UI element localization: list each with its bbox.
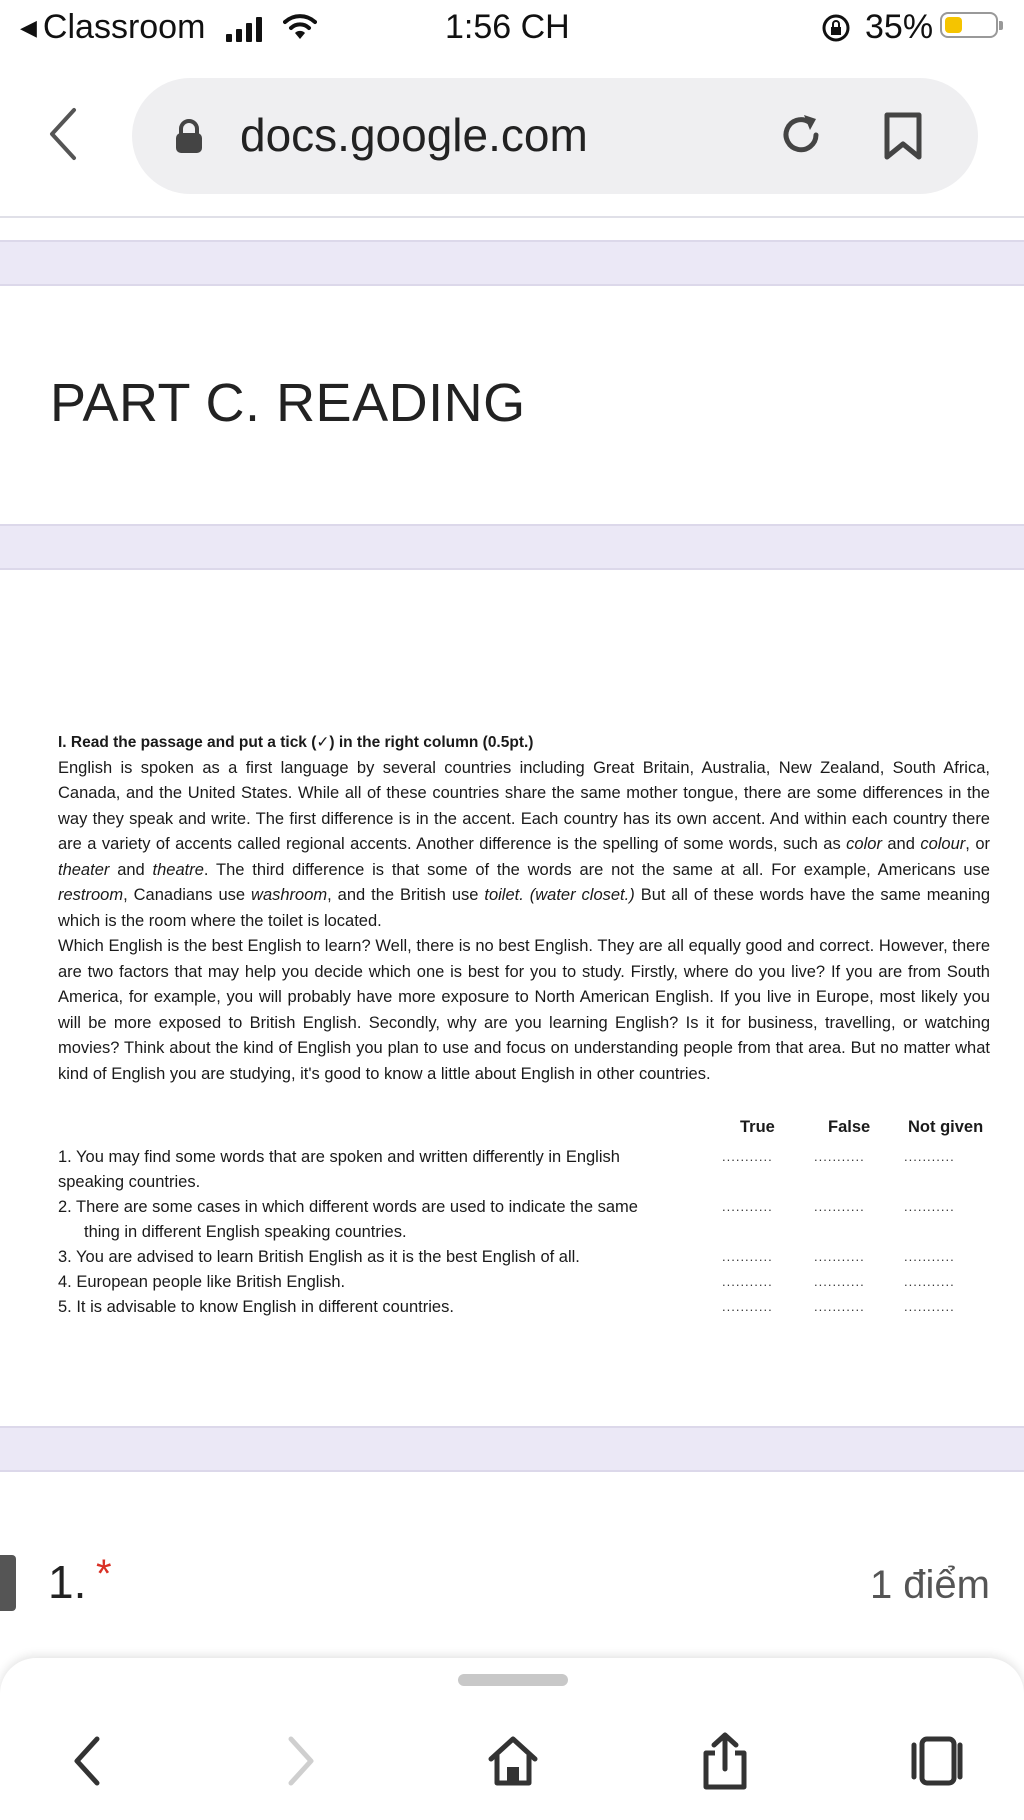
back-to-app[interactable] [20,8,205,47]
passage-heading: I. Read the passage and put a tick (✓) in the right column (0.5pt.) [58,734,534,751]
passage-paragraph-1: English is spoken as a first language by several countries including Great Britain, Australia, New Zealand, South Africa, Canada, and the United States. While all of these countries share the same mother tongue, there are some differences in the way they speak and write. The first difference is in the accent. Each country has its own accent. And within each country there are a variety of accents called regional accents. Another difference is the spelling of some words, such as color and colour, or theater and theatre. The third difference is that some of the words are not the same at all. For example, Americans use restroom, Canadians use washroom, and the British use toilet. (water closet.) But all of these words have the same meaning which is the room where the toilet is located. [58,758,990,930]
back-triangle-icon: ◀ [20,14,37,40]
answer-blank: ........... [722,1299,773,1314]
answer-blank: ........... [814,1249,865,1264]
reading-passage-image [58,730,990,1087]
answer-blank: ........... [814,1299,865,1314]
question-focus-marker [0,1555,16,1611]
required-asterisk: * [96,1552,112,1596]
cellular-signal-icon [226,16,262,42]
forward-button[interactable] [266,1726,336,1796]
answer-blank: ........... [722,1274,773,1289]
wifi-icon [283,10,317,42]
form-section-band [0,1426,1024,1472]
answer-blank: ........... [904,1149,955,1164]
question-points: 1 điểm [869,1563,990,1607]
home-button[interactable] [478,1726,548,1796]
battery-percent: 35% [865,8,934,46]
back-app-label: Classroom [42,8,206,46]
browser-toolbar [0,1658,1024,1820]
browser-back-icon[interactable] [44,104,84,164]
tabs-button[interactable] [902,1726,972,1796]
chevron-right-icon [281,1733,321,1789]
column-header-not-given: Not given [908,1118,984,1136]
passage-paragraph-2: Which English is the best English to learn? Well, there is no best English. They are all equally good and correct. However, there are two factors that may help you decide which one is best for you to study. Firstly, where do you live? If you are from South America, for example, you will probably have more exposure to North American English. If you live in Europe, most likely you will be more exposed to British English. Secondly, why are you learning English? Is it for business, travelling, or watching movies? Think about the kind of English you plan to use and focus on understanding people from that area. But no matter what kind of English you are studying, it's good to know a little about English in other countries. [58,937,990,1083]
column-header-false: False [828,1118,871,1136]
column-header-true: True [740,1118,775,1136]
clock: 1:56 CH [445,8,570,46]
rotation-lock-icon [820,12,852,44]
section-title: PART C. READING [50,373,526,433]
battery-icon [940,12,998,38]
answer-blank: ........... [904,1299,955,1314]
back-button[interactable] [52,1726,122,1796]
answer-blank: ........... [722,1149,773,1164]
tabs-icon [908,1733,966,1789]
reload-icon[interactable] [776,110,826,160]
header-divider [0,216,1024,218]
drag-handle[interactable] [458,1674,568,1686]
status-bar [0,0,1024,58]
bookmark-icon[interactable] [882,112,924,160]
answer-blank: ........... [722,1199,773,1214]
home-icon [485,1733,541,1789]
answer-blank: ........... [814,1149,865,1164]
answer-blank: ........... [814,1274,865,1289]
answer-blank: ........... [722,1249,773,1264]
url-bar[interactable] [132,78,978,194]
share-icon [698,1731,752,1791]
form-section-band [0,240,1024,286]
url-text: docs.google.com [240,109,588,161]
chevron-left-icon [67,1733,107,1789]
lock-icon [174,118,204,154]
answer-blank: ........... [814,1199,865,1214]
answer-blank: ........... [904,1274,955,1289]
answer-blank: ........... [904,1249,955,1264]
form-section-band [0,524,1024,570]
question-number: 1. [48,1556,87,1608]
share-button[interactable] [690,1726,760,1796]
answer-blank: ........... [904,1199,955,1214]
